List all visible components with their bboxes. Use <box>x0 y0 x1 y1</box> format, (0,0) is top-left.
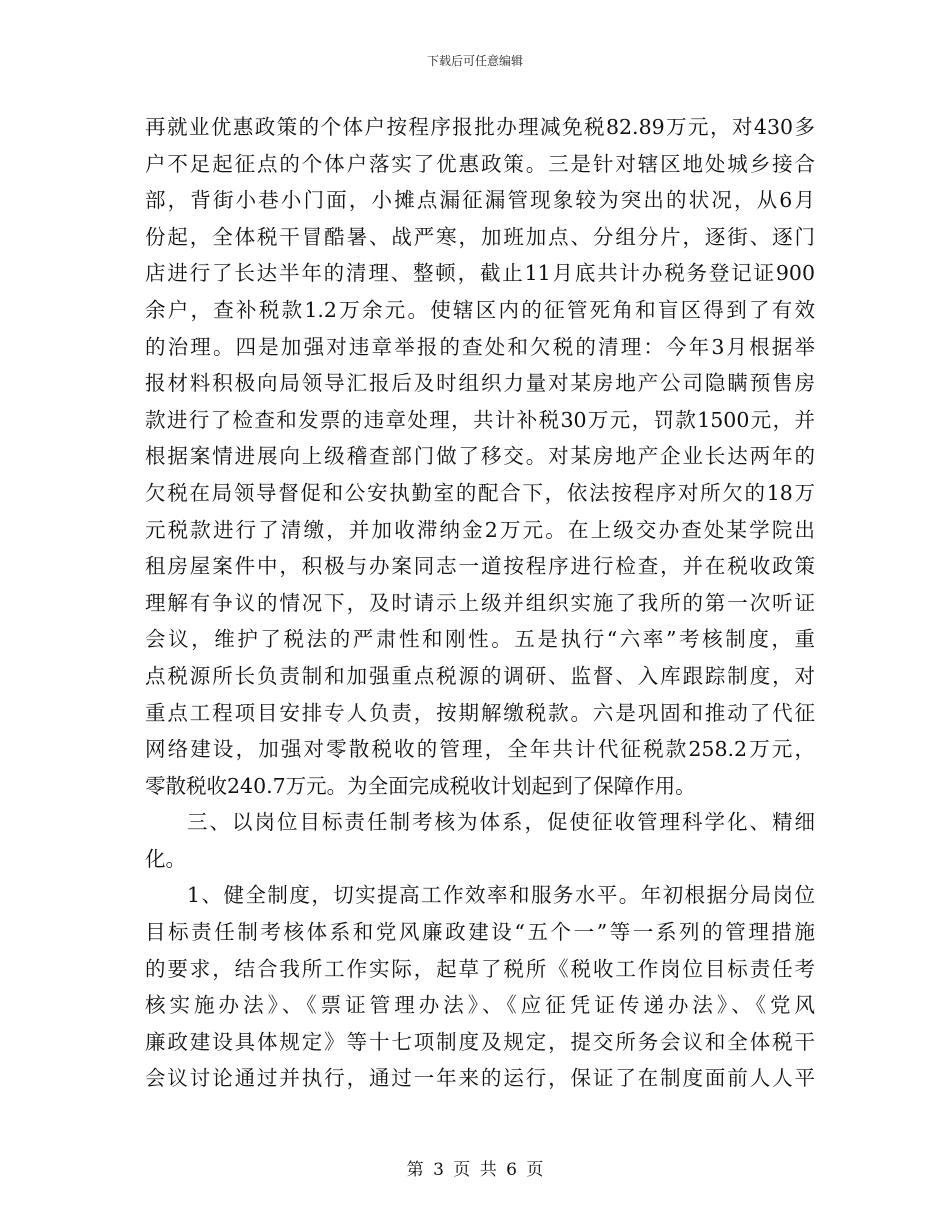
document-body <box>145 109 815 1097</box>
text-line: 重点工程项目安排专人负责，按期解缴税款。六是巩固和推动了代征 <box>145 700 815 725</box>
text-line: 部，背街小巷小门面，小摊点漏征漏管现象较为突出的状况，从6月 <box>145 188 815 213</box>
text-line: 店进行了长达半年的清理、整顿，截止11月底共计办税务登记证900 <box>145 261 815 286</box>
text-line: 会议，维护了税法的严肃性和刚性。五是执行“六率”考核制度，重 <box>145 627 815 652</box>
text-line: 再就业优惠政策的个体户按程序报批办理减免税82.89万元，对430多 <box>145 115 815 139</box>
text-line: 元税款进行了清缴，并加收滞纳金2万元。在上级交办查处某学院出 <box>145 517 815 542</box>
text-line: 根据案情进展向上级稽查部门做了移交。对某房地产企业长达两年的 <box>145 444 815 469</box>
text-line: 廉政建设具体规定》等十七项制度及规定，提交所务会议和全体税干 <box>145 1029 815 1054</box>
text-line: 1、健全制度，切实提高工作效率和服务水平。年初根据分局岗位 <box>187 883 815 908</box>
text-line: 余户，查补税款1.2万余元。使辖区内的征管死角和盲区得到了有效 <box>145 297 815 322</box>
text-line: 会议讨论通过并执行，通过一年来的运行，保证了在制度面前人人平 <box>145 1066 815 1091</box>
paragraph-tax-measures <box>145 109 815 804</box>
text-line: 零散税收240.7万元。为全面完成税收计划起到了保障作用。 <box>145 773 696 798</box>
text-line: 目标责任制考核体系和党风廉政建设“五个一”等一系列的管理措施 <box>145 920 815 945</box>
text-line: 欠税在局领导督促和公安执勤室的配合下，依法按程序对所欠的18万 <box>145 480 815 505</box>
text-line: 点税源所长负责制和加强重点税源的调研、监督、入库跟踪制度，对 <box>145 663 815 688</box>
section-heading-3 <box>145 804 815 877</box>
text-line: 的要求，结合我所工作实际，起草了税所《税收工作岗位目标责任考 <box>145 956 815 981</box>
text-line: 化。 <box>145 846 186 871</box>
text-line: 核实施办法》、《票证管理办法》、《应征凭证传递办法》、《党风 <box>145 993 815 1018</box>
text-line: 理解有争议的情况下，及时请示上级并组织实施了我所的第一次听证 <box>145 590 815 615</box>
text-line: 三、以岗位目标责任制考核为体系，促使征收管理科学化、精细 <box>187 810 815 835</box>
page-header: 下载后可任意编辑 <box>426 54 523 68</box>
text-line: 的治理。四是加强对违章举报的查处和欠税的清理：今年3月根据举 <box>145 334 815 359</box>
page-number-footer: 第 3 页 共 6 页 <box>406 1160 544 1180</box>
text-line: 户不足起征点的个体户落实了优惠政策。三是针对辖区地处城乡接合 <box>145 151 815 176</box>
text-line: 份起，全体税干冒酷暑、战严寒，加班加点、分组分片，逐街、逐门 <box>145 224 815 249</box>
text-line: 租房屋案件中，积极与办案同志一道按程序进行检查，并在税收政策 <box>145 554 815 579</box>
text-line: 报材料积极向局领导汇报后及时组织力量对某房地产公司隐瞒预售房 <box>145 371 815 396</box>
paragraph-item-1 <box>145 877 815 1097</box>
text-line: 款进行了检查和发票的违章处理，共计补税30万元，罚款1500元，并 <box>145 407 815 432</box>
text-line: 网络建设，加强对零散税收的管理，全年共计代征税款258.2万元， <box>145 737 815 762</box>
